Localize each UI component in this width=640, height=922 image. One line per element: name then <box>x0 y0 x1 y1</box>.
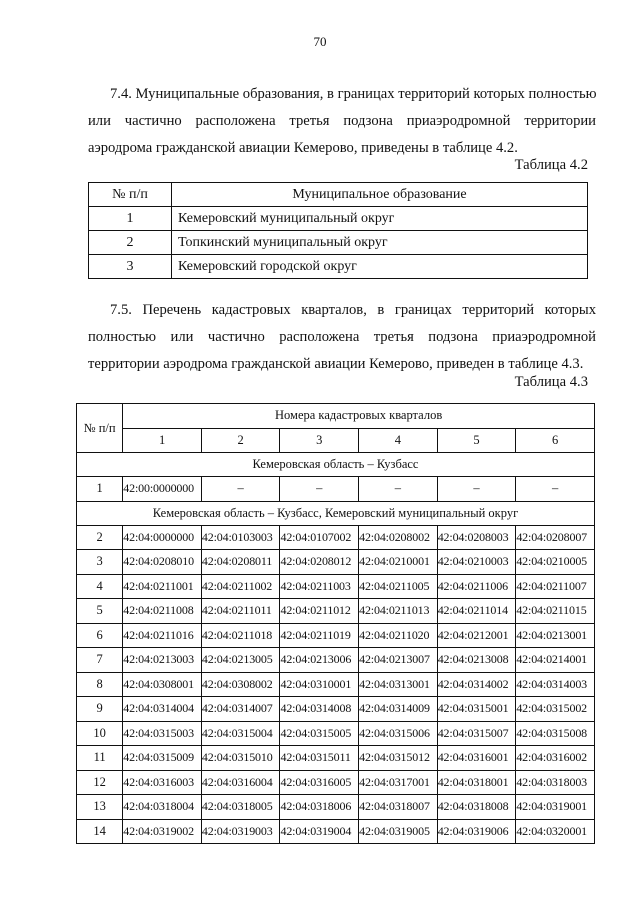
region-row <box>77 501 595 525</box>
cadastral-code-cell: 42:04:0210005 <box>516 550 595 575</box>
region-cell: Кемеровская область – Кузбасс <box>77 453 595 477</box>
cadastral-code-cell: 42:04:0211012 <box>280 599 359 624</box>
table-row <box>77 795 595 820</box>
cadastral-code-cell: 42:04:0211015 <box>516 599 595 624</box>
cadastral-code-cell: 42:04:0319002 <box>123 819 202 844</box>
cadastral-code-cell: 42:04:0314003 <box>516 672 595 697</box>
table-row <box>89 207 588 231</box>
paragraph-line: 7.5. Перечень кадастровых кварталов, в границах территорий которых <box>110 302 596 318</box>
paragraph-line: территории аэродрома гражданской авиации Кемерово, приведен в таблице 4.3. <box>88 356 584 372</box>
table-header-row <box>89 183 588 207</box>
col-number-cell: 6 <box>516 428 595 453</box>
cadastral-code-cell: 42:04:0211006 <box>437 574 516 599</box>
col-number-cell: 2 <box>201 428 280 453</box>
table-row <box>77 770 595 795</box>
row-number-cell: 12 <box>77 770 123 795</box>
table-body <box>77 525 595 844</box>
col-number-cell: 1 <box>123 428 202 453</box>
row-number-cell: 5 <box>77 599 123 624</box>
header-group-cell: Номера кадастровых кварталов <box>123 404 595 429</box>
row-number-cell: 8 <box>77 672 123 697</box>
cadastral-code-cell: 42:04:0315010 <box>201 746 280 771</box>
table-4-2-caption: Таблица 4.2 <box>514 157 588 173</box>
table-row <box>77 697 595 722</box>
cadastral-code-cell: 42:04:0319006 <box>437 819 516 844</box>
cadastral-code-cell: 42:04:0107002 <box>280 525 359 550</box>
cadastral-code-cell: 42:04:0211005 <box>359 574 438 599</box>
cadastral-code-cell: 42:04:0208011 <box>201 550 280 575</box>
cadastral-code-cell: 42:04:0315006 <box>359 721 438 746</box>
region-row <box>77 453 595 477</box>
table-header-row <box>77 428 595 453</box>
cadastral-code-cell: 42:04:0211020 <box>359 623 438 648</box>
table-4-3-caption: Таблица 4.3 <box>514 374 588 390</box>
cadastral-code-cell: 42:04:0211003 <box>280 574 359 599</box>
cadastral-code-cell: 42:04:0211001 <box>123 574 202 599</box>
table-row <box>77 721 595 746</box>
table-cell: Кемеровский муниципальный округ <box>172 207 588 231</box>
col-number-cell: 4 <box>359 428 438 453</box>
cadastral-code-cell: 42:04:0211002 <box>201 574 280 599</box>
cadastral-code-cell: 42:04:0319001 <box>516 795 595 820</box>
paragraph-7-4 <box>88 81 596 162</box>
cadastral-code-cell: 42:04:0314004 <box>123 697 202 722</box>
header-cell: Муниципальное образование <box>172 183 588 207</box>
cadastral-code-cell: 42:04:0210003 <box>437 550 516 575</box>
cadastral-code-cell: 42:04:0318007 <box>359 795 438 820</box>
cadastral-code-cell: 42:04:0212001 <box>437 623 516 648</box>
cadastral-code-cell: 42:04:0211019 <box>280 623 359 648</box>
cadastral-code-cell: 42:04:0310001 <box>280 672 359 697</box>
row-number-cell: 3 <box>77 550 123 575</box>
cadastral-code-cell: 42:04:0213007 <box>359 648 438 673</box>
cadastral-code-cell: 42:04:0319005 <box>359 819 438 844</box>
table-row <box>77 574 595 599</box>
table-cell: 2 <box>89 231 172 255</box>
paragraph-7-5 <box>88 297 596 378</box>
table-row <box>77 599 595 624</box>
row-number-cell: 1 <box>77 477 123 502</box>
cadastral-code-cell: 42:04:0211018 <box>201 623 280 648</box>
cadastral-code-cell: 42:04:0308001 <box>123 672 202 697</box>
cadastral-code-cell: 42:04:0316002 <box>516 746 595 771</box>
cadastral-code-cell: 42:04:0315012 <box>359 746 438 771</box>
table-row <box>77 550 595 575</box>
row-number-cell: 14 <box>77 819 123 844</box>
table-row <box>77 477 595 502</box>
cadastral-code-cell: 42:04:0315009 <box>123 746 202 771</box>
cadastral-code-cell: 42:04:0320001 <box>516 819 595 844</box>
cadastral-code-cell: 42:04:0211008 <box>123 599 202 624</box>
cadastral-code-cell: 42:04:0213008 <box>437 648 516 673</box>
cadastral-code-cell: 42:04:0208002 <box>359 525 438 550</box>
cadastral-code-cell: 42:04:0319004 <box>280 819 359 844</box>
cadastral-code-cell: 42:04:0211013 <box>359 599 438 624</box>
col-number-cell: 3 <box>280 428 359 453</box>
row-number-cell: 9 <box>77 697 123 722</box>
row-number-cell: 11 <box>77 746 123 771</box>
cadastral-code-cell: 42:04:0317001 <box>359 770 438 795</box>
cadastral-code-cell: 42:04:0211016 <box>123 623 202 648</box>
header-cell: № п/п <box>89 183 172 207</box>
cadastral-code-cell: 42:04:0314008 <box>280 697 359 722</box>
cadastral-code-cell: 42:04:0308002 <box>201 672 280 697</box>
page-number: 70 <box>313 34 327 49</box>
cadastral-code-cell: 42:04:0316005 <box>280 770 359 795</box>
cadastral-code-cell: 42:04:0000000 <box>123 525 202 550</box>
table-row <box>89 231 588 255</box>
row-number-cell: 7 <box>77 648 123 673</box>
cadastral-code-cell: 42:04:0318008 <box>437 795 516 820</box>
cadastral-code-cell: 42:04:0214001 <box>516 648 595 673</box>
cadastral-code-cell: 42:04:0319003 <box>201 819 280 844</box>
table-row <box>89 255 588 279</box>
cadastral-code-cell: 42:04:0211007 <box>516 574 595 599</box>
table-cell: 1 <box>89 207 172 231</box>
cadastral-code-cell: 42:04:0316003 <box>123 770 202 795</box>
cadastral-code-cell: 42:04:0315002 <box>516 697 595 722</box>
table-4-2 <box>88 182 588 279</box>
row-number-cell: 13 <box>77 795 123 820</box>
table-cell: – <box>437 477 516 502</box>
table-cell: – <box>201 477 280 502</box>
region-cell: Кемеровская область – Кузбасс, Кемеровский муниципальный округ <box>77 501 595 525</box>
cadastral-code-cell: 42:04:0318005 <box>201 795 280 820</box>
table-cell: – <box>280 477 359 502</box>
cadastral-code-cell: 42:04:0315007 <box>437 721 516 746</box>
cadastral-code-cell: 42:04:0315004 <box>201 721 280 746</box>
cadastral-code-cell: 42:04:0211011 <box>201 599 280 624</box>
table-row <box>77 525 595 550</box>
cadastral-code-cell: 42:04:0318001 <box>437 770 516 795</box>
cadastral-code-cell: 42:04:0315003 <box>123 721 202 746</box>
header-num-cell: № п/п <box>77 404 123 453</box>
cadastral-code-cell: 42:04:0213001 <box>516 623 595 648</box>
row-number-cell: 10 <box>77 721 123 746</box>
cadastral-code-cell: 42:04:0315005 <box>280 721 359 746</box>
table-cell: Кемеровский городской округ <box>172 255 588 279</box>
table-row <box>77 648 595 673</box>
cadastral-code-cell: 42:04:0103003 <box>201 525 280 550</box>
table-row <box>77 623 595 648</box>
cadastral-code-cell: 42:04:0208003 <box>437 525 516 550</box>
col-number-cell: 5 <box>437 428 516 453</box>
cadastral-code-cell: 42:04:0313001 <box>359 672 438 697</box>
cadastral-code-cell: 42:04:0318006 <box>280 795 359 820</box>
table-cell: 3 <box>89 255 172 279</box>
table-header-row <box>77 404 595 429</box>
cadastral-code-cell: 42:04:0316004 <box>201 770 280 795</box>
cadastral-code-cell: 42:04:0314002 <box>437 672 516 697</box>
table-row <box>77 746 595 771</box>
table-cell: – <box>516 477 595 502</box>
paragraph-line: аэродрома гражданской авиации Кемерово, приведены в таблице 4.2. <box>88 140 518 156</box>
cadastral-code-cell: 42:04:0213003 <box>123 648 202 673</box>
paragraph-line: полностью или частично расположена третья подзона приаэродромной <box>88 329 596 345</box>
cadastral-code-cell: 42:04:0315001 <box>437 697 516 722</box>
cadastral-code-cell: 42:04:0208007 <box>516 525 595 550</box>
paragraph-line: или частично расположена третья подзона приаэродромной территории <box>88 113 596 129</box>
cadastral-code-cell: 42:04:0318003 <box>516 770 595 795</box>
cadastral-code-cell: 42:04:0314009 <box>359 697 438 722</box>
cadastral-code-cell: 42:04:0314007 <box>201 697 280 722</box>
cadastral-code-cell: 42:04:0211014 <box>437 599 516 624</box>
row-number-cell: 6 <box>77 623 123 648</box>
cadastral-code-cell: 42:04:0208010 <box>123 550 202 575</box>
cadastral-code-cell: 42:04:0315011 <box>280 746 359 771</box>
row-number-cell: 4 <box>77 574 123 599</box>
row-number-cell: 2 <box>77 525 123 550</box>
paragraph-line: 7.4. Муниципальные образования, в границах территорий которых полностью <box>110 86 597 102</box>
table-cell: – <box>359 477 438 502</box>
cadastral-code-cell: 42:04:0213006 <box>280 648 359 673</box>
table-row <box>77 819 595 844</box>
table-row <box>77 672 595 697</box>
cadastral-code-cell: 42:04:0316001 <box>437 746 516 771</box>
cadastral-code-cell: 42:04:0213005 <box>201 648 280 673</box>
cadastral-code-cell: 42:04:0318004 <box>123 795 202 820</box>
cadastral-code-cell: 42:04:0210001 <box>359 550 438 575</box>
table-4-3 <box>76 403 595 844</box>
cadastral-code-cell: 42:04:0208012 <box>280 550 359 575</box>
cadastral-code-cell: 42:00:0000000 <box>123 477 202 502</box>
table-cell: Топкинский муниципальный округ <box>172 231 588 255</box>
cadastral-code-cell: 42:04:0315008 <box>516 721 595 746</box>
